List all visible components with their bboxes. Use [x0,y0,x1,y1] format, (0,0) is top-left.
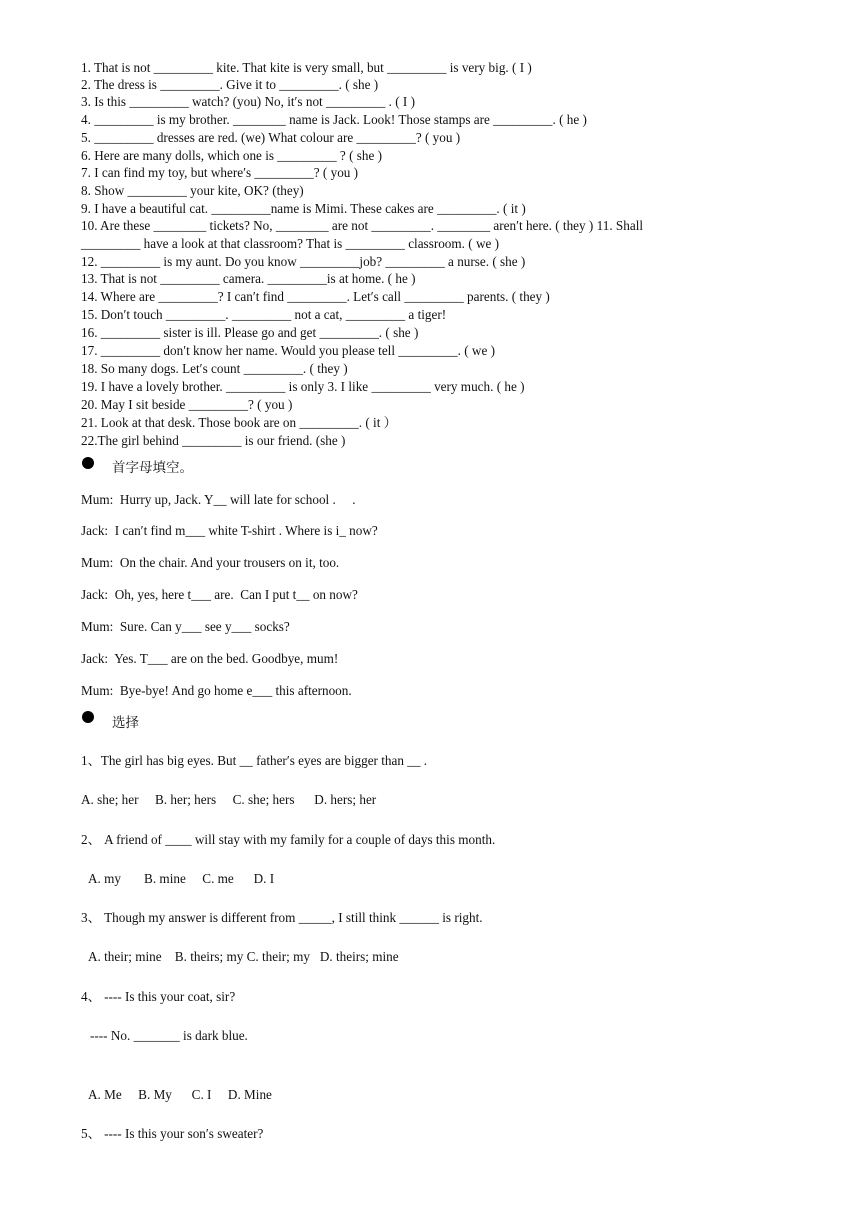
exercise-line-7: 7. I can find my toy, but where′s _________? ( you ) [81,165,359,180]
bullet-icon [82,457,94,469]
exercise-line-12: 12. _________ is my aunt. Do you know _________job? _________ a nurse. ( she ) [81,254,526,269]
dialogue-line-6: Jack: Yes. T___ are on the bed. Goodbye, mum! [81,651,339,666]
exercise-line-19: 19. I have a lovely brother. _________ is only 3. I like _________ very much. ( he ) [81,379,525,394]
exercise-line-11: _________ have a look at that classroom? That is _________ classroom. ( we ) [81,236,500,251]
exercise-line-21: 21. Look at that desk. Those book are on _________. ( it ） [81,415,397,430]
exercise-line-9: 9. I have a beautiful cat. _________name is Mimi. These cakes are _________. ( it ) [81,201,526,216]
exercise-line-14: 14. Where are _________? I can′t find _________. Let′s call _________ parents. ( they ) [81,289,550,304]
bullet-icon [82,711,94,723]
dialogue-line-4: Jack: Oh, yes, here t___ are. Can I put t__ on now? [81,587,358,602]
exercise-line-17: 17. _________ don′t know her name. Would you please tell _________. ( we ) [81,343,495,358]
exercise-line-20: 20. May I sit beside _________? ( you ) [81,397,293,412]
exercise-line-6: 6. Here are many dolls, which one is _________ ? ( she ) [81,148,383,163]
exercise-line-22: 22.The girl behind _________ is our friend. (she ) [81,433,346,448]
question-4-options: A. Me B. My C. I D. Mine [88,1087,272,1102]
question-2-options: A. my B. mine C. me D. I [88,871,275,886]
exercise-line-4: 4. _________ is my brother. ________ name is Jack. Look! Those stamps are _________. ( he ) [81,112,587,127]
exercise-line-16: 16. _________ sister is ill. Please go and get _________. ( she ) [81,325,419,340]
exercise-line-15: 15. Don′t touch _________. _________ not a cat, _________ a tiger! [81,307,447,322]
exercise-line-8: 8. Show _________ your kite, OK? (they) [81,183,304,198]
question-4: 4、 ---- Is this your coat, sir? [81,989,236,1004]
question-1: 1、The girl has big eyes. But __ father′s eyes are bigger than __ . [81,753,428,768]
exercise-line-5: 5. _________ dresses are red. (we) What colour are _________? ( you ) [81,130,461,145]
exercise-line-1: 1. That is not _________ kite. That kite is very small, but _________ is very big. ( I ) [81,60,532,75]
dialogue-line-7: Mum: Bye-bye! And go home e___ this afternoon. [81,683,352,698]
dialogue-line-3: Mum: On the chair. And your trousers on it, too. [81,555,340,570]
question-3-options: A. their; mine B. theirs; my C. their; my D. theirs; mine [88,949,399,964]
dialogue-line-2: Jack: I can′t find m___ white T-shirt . Where is i_ now? [81,523,378,538]
exercise-line-3: 3. Is this _________ watch? (you) No, it′s not _________ . ( I ) [81,94,416,109]
question-5: 5、 ---- Is this your son′s sweater? [81,1126,264,1141]
exercise-line-18: 18. So many dogs. Let′s count _________. ( they ) [81,361,348,376]
dialogue-line-5: Mum: Sure. Can y___ see y___ socks? [81,619,290,634]
section-heading-choice: 选择 [112,715,139,731]
exercise-line-13: 13. That is not _________ camera. _________is at home. ( he ) [81,271,416,286]
exercise-line-2: 2. The dress is _________. Give it to _________. ( she ) [81,77,379,92]
question-4-reply: ---- No. _______ is dark blue. [90,1028,248,1043]
dialogue-line-1: Mum: Hurry up, Jack. Y__ will late for school . . [81,492,356,507]
exercise-line-10: 10. Are these ________ tickets? No, ________ are not _________. ________ aren′t here. ( they ) 11. Shall [81,218,644,233]
question-3: 3、 Though my answer is different from _____, I still think ______ is right. [81,910,483,925]
question-1-options: A. she; her B. her; hers C. she; hers D. hers; her [81,792,377,807]
question-2: 2、 A friend of ____ will stay with my family for a couple of days this month. [81,832,496,847]
section-heading-initial-letter: 首字母填空。 [112,460,193,476]
